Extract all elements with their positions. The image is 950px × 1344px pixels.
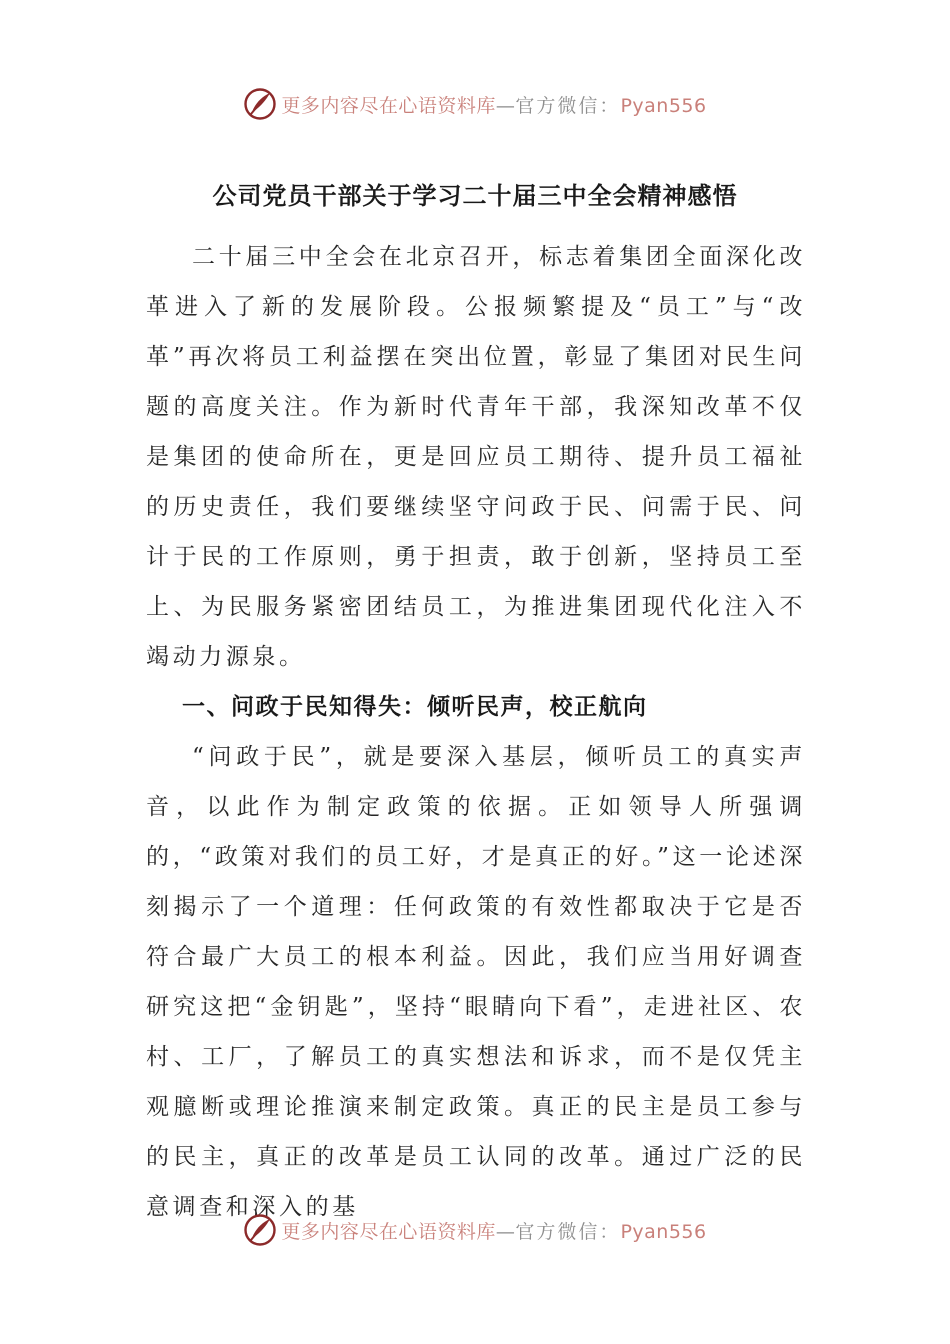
footer-separator: — bbox=[495, 1220, 516, 1243]
quill-logo-icon bbox=[243, 1213, 277, 1247]
footer-wechat-id: Pyan556 bbox=[620, 1220, 707, 1243]
footer-banner bbox=[0, 1210, 950, 1250]
footer-brand-text: 更多内容尽在心语资料库 bbox=[281, 1220, 496, 1243]
section-1-heading: 一、问政于民知得失：倾听民声，校正航向 bbox=[182, 693, 648, 720]
footer-official-label: 官方微信： bbox=[515, 1220, 621, 1243]
document-title: 公司党员干部关于学习二十届三中全会精神感悟 bbox=[212, 181, 738, 210]
intro-paragraph: 二十届三中全会在北京召开，标志着集团全面深化改革进入了新的发展阶段。公报频繁提及“员工”与“改革”再次将员工利益摆在突出位置，彰显了集团对民生问题的高度关注。作为新时代青年干部，我深知改革不仅是集团的使命所在，更是回应员工期待、提升员工福祉的历史责任，我们要继续坚守问政于民、问需于民、问计于民的工作原则，勇于担责，敢于创新，坚持员工至上、为民服务紧密团结员工，为推进集团现代化注入不竭动力源泉。 bbox=[146, 244, 806, 670]
document-body bbox=[146, 232, 806, 1232]
header-official-label: 官方微信： bbox=[515, 94, 621, 117]
header-banner bbox=[0, 84, 950, 124]
header-wechat-id: Pyan556 bbox=[620, 94, 707, 117]
header-separator: — bbox=[495, 94, 516, 117]
section-1-paragraph: “问政于民”，就是要深入基层，倾听员工的真实声音，以此作为制定政策的依据。正如领导人所强调的，“政策对我们的员工好，才是真正的好。”这一论述深刻揭示了一个道理：任何政策的有效性都取决于它是否符合最广大员工的根本利益。因此，我们应当用好调查研究这把“金钥匙”，坚持“眼睛向下看”，走进社区、农村、工厂，了解员工的真实想法和诉求，而不是仅凭主观臆断或理论推演来制定政策。真正的民主是员工参与的民主，真正的改革是员工认同的改革。通过广泛的民意调查和深入的基 bbox=[146, 744, 806, 1220]
header-banner-text bbox=[281, 91, 706, 118]
footer-banner-text bbox=[281, 1217, 706, 1244]
header-brand-text: 更多内容尽在心语资料库 bbox=[281, 94, 496, 117]
quill-logo-icon bbox=[243, 87, 277, 121]
